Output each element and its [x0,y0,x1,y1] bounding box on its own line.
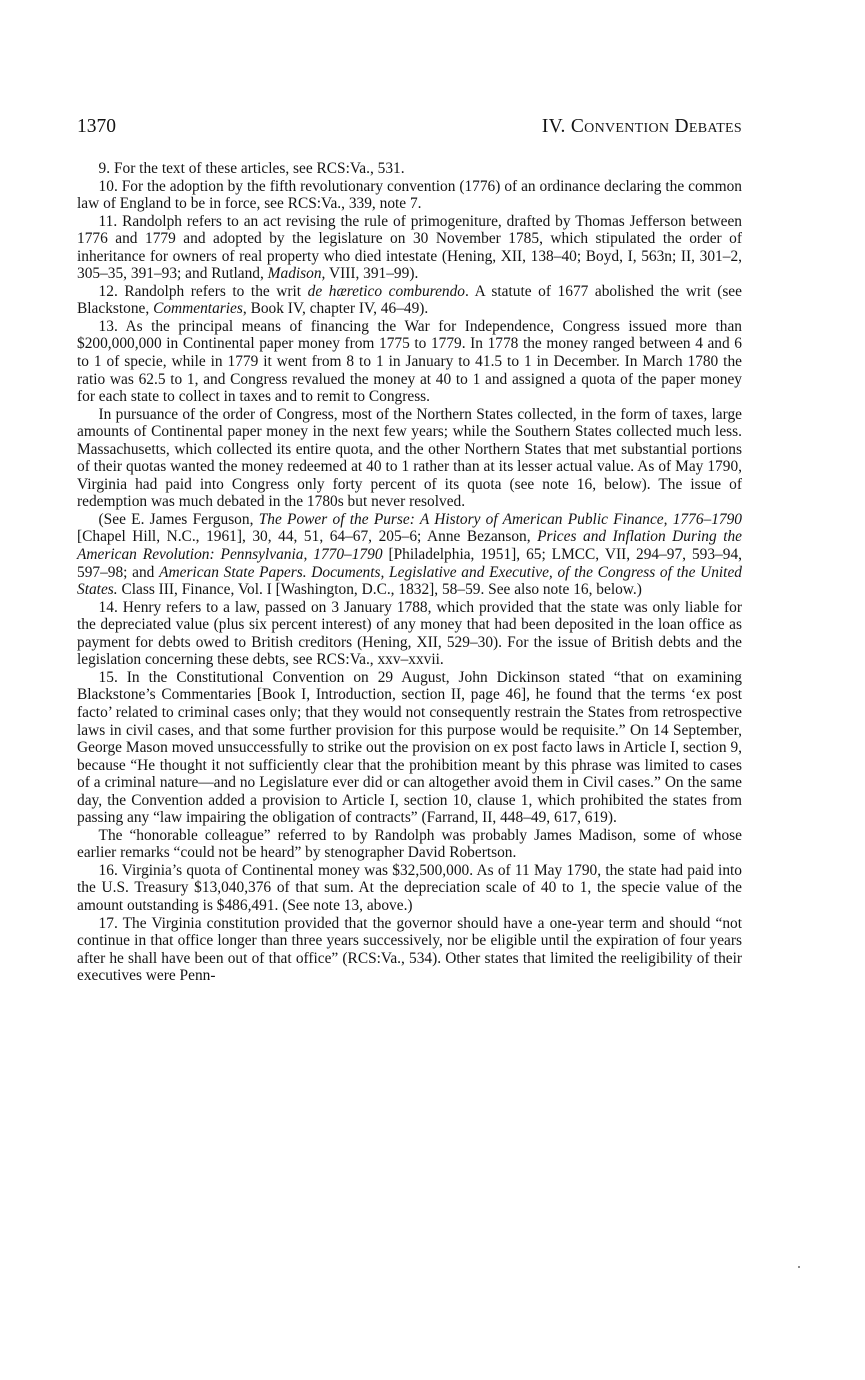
italic-title: Prices and Inflation During the American Revolution: Pennsylvania, 1770–1790 [77,528,742,564]
note-13b [77,406,742,511]
italic-title: American State Papers. Documents, Legislative and Executive, of the Congress of the United States. [77,563,742,599]
note-10 [77,178,742,213]
note-text: [Philadelphia, 1951], 65; LMCC, VII, 294–97, 593–94, 597–98; and [77,546,742,581]
note-text: 10. For the adoption by the fifth revolutionary convention (1776) of an ordinance declaring the common law of England to be in force, see RCS:Va., 339, note 7. [77,177,742,213]
italic-title: Commentaries [153,300,243,318]
note-9 [77,160,742,178]
note-text: 12. Randolph refers to the writ [98,282,308,300]
note-17 [77,915,742,985]
note-14 [77,599,742,669]
document-page [77,116,742,985]
note-text: . A statute of 1677 abolished the writ (see Blackstone, [77,282,742,318]
note-text: The “honorable colleague” referred to by Randolph was probably James Madison, some of whose earlier remarks “could not be heard” by stenographer David Robertson. [77,826,742,862]
note-12 [77,283,742,318]
note-text: 15. In the Constitutional Convention on 29 August, John Dickinson stated “that on examining Blackstone’s Commentaries [Book I, Introduction, section II, page 46], he found that the terms ‘ex post facto’ related to criminal cases only; that they would not consequently restrain the States from retrospective laws in civil cases, and that some further provision for this purpose would be requisite.” On 14 September, George Mason moved unsuccessfully to strike out the provision on ex post facto laws in Article I, section 9, because “He thought it not sufficiently clear that the prohibition meant by this phrase was limited to cases of a criminal nature—and no Legislature ever did or can altogether avoid them in Civil cases.” On the same day, the Convention added a provision to Article I, section 10, clause 1, which prohibited the states from passing any “law impairing the obligation of contracts” (Farrand, II, 448–49, 617, 619). [77,668,742,827]
note-text: 17. The Virginia constitution provided that the governor should have a one-year term and should “not continue in that office longer than three years successively, nor be eligible until the expiration of four years after he shall have been out of that office” (RCS:Va., 534). Other states that limited the reeligibility of their executives were Penn- [77,914,742,985]
note-11 [77,213,742,283]
section-title: IV. Convention Debates [541,116,742,137]
note-text: 16. Virginia’s quota of Continental money was $32,500,000. As of 11 May 1790, the state had paid into the U.S. Treasury $13,040,376 of that sum. At the depreciation scale of 40 to 1, the specie value of the amount outstanding is $486,491. (See note 13, above.) [77,861,742,914]
endnotes [77,160,742,985]
note-text: VIII, 391–99). [325,265,419,283]
speck-mark [798,1266,800,1268]
italic-title: Madison, [267,265,326,283]
page-number: 1370 [77,116,116,137]
running-head [77,116,742,150]
note-text: Class III, Finance, Vol. I [Washington, D.C., 1832], 58–59. See also note 16, below.) [117,581,642,599]
note-text: 9. For the text of these articles, see RCS:Va., 531. [98,160,405,177]
note-text: 14. Henry refers to a law, passed on 3 January 1788, which provided that the state was only liable for the depreciated value (plus six percent interest) of any money that had been deposited in the loan office as payment for debts owed to British creditors (Hening, XII, 529–30). For the issue of British debts and the legislation concerning these debts, see RCS:Va., xxv–xxvii. [77,598,742,669]
italic-title: de hæretico comburendo [307,282,465,300]
note-13c [77,511,742,599]
note-text: 11. Randolph refers to an act revising the rule of primogeniture, drafted by Thomas Jefferson between 1776 and 1779 and adopted by the legislature on 30 November 1785, which stipulated the order of inheritance for owners of real property who died intestate (Hening, XII, 138–40; Boyd, I, 563n; II, 301–2, 305–35, 391–93; and Rutland, [77,212,742,283]
note-16 [77,862,742,915]
note-text: [Chapel Hill, N.C., 1961], 30, 44, 51, 64–67, 205–6; Anne Bezanson, [77,528,538,546]
note-13 [77,318,742,406]
note-15b [77,827,742,862]
note-text: 13. As the principal means of financing the War for Independence, Congress issued more than $200,000,000 in Continental paper money from 1775 to 1779. In 1778 the money ranged between 4 and 6 to 1 of specie, while in 1779 it went from 8 to 1 in January to 41.5 to 1 in December. In March 1780 the ratio was 62.5 to 1, and Congress revalued the money at 40 to 1 and assigned a quota of the paper money for each state to collect in taxes and to remit to Congress. [77,317,742,406]
note-text: (See E. James Ferguson, [98,510,259,528]
italic-title: The Power of the Purse: A History of American Public Finance, 1776–1790 [258,510,742,528]
note-15 [77,669,742,827]
note-text: In pursuance of the order of Congress, most of the Northern States collected, in the form of taxes, large amounts of Continental paper money in the next few years; while the Southern States collected much less. Massachusetts, which collected its entire quota, and the other Northern States that met substantial portions of their quotas wanted the money redeemed at 40 to 1 rather than at its lesser actual value. As of May 1790, Virginia had paid into Congress only forty percent of its quota (see note 16, below). The issue of redemption was much debated in the 1780s but never resolved. [77,405,742,511]
note-text: , Book IV, chapter IV, 46–49). [242,300,429,318]
